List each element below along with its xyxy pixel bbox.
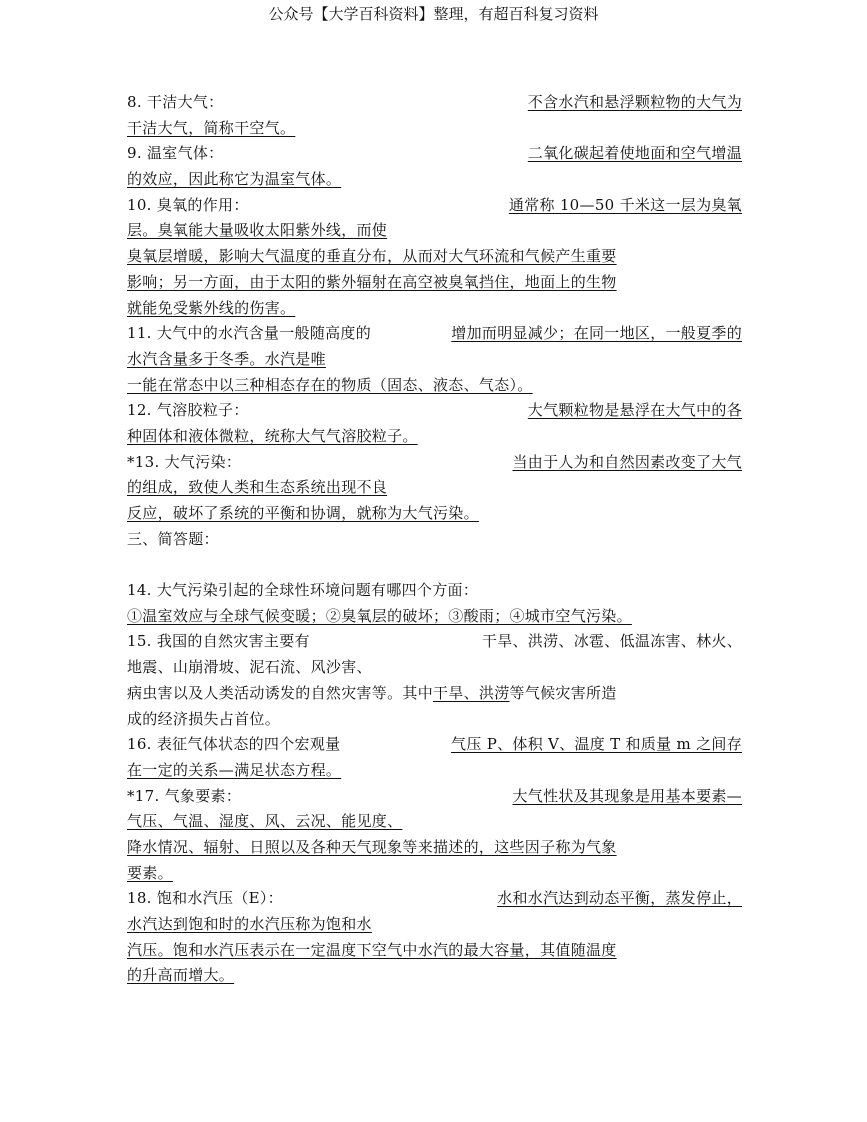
answer-line <box>127 374 742 400</box>
answer-line <box>127 271 742 297</box>
mixed-line <box>127 682 742 708</box>
answer-line <box>127 939 742 965</box>
answer-line <box>127 425 742 451</box>
answer-text: 大气颗粒物是悬浮在大气中的各 <box>527 401 742 420</box>
document-body <box>127 91 742 990</box>
answer-text: 的升高而增大。 <box>127 966 235 985</box>
term-line <box>127 785 742 811</box>
plain-text: 三、简答题： <box>127 529 219 548</box>
plain-text: 成的经济损失占首位。 <box>127 709 281 728</box>
answer-text: 当由于人为和自然因素改变了大气 <box>512 452 742 471</box>
term-line <box>127 630 742 656</box>
term-label: *17. 气象要素： <box>127 786 242 805</box>
answer-line <box>127 862 742 888</box>
answer-text: 气压 P、体积 V、温度 T 和质量 m 之间存 <box>451 735 742 754</box>
term-label: 11. 大气中的水汽含量一般随高度的 <box>127 324 372 343</box>
answer-text: 一能在常态中以三种相态存在的物质（固态、液态、气态）。 <box>127 375 533 394</box>
plain-text: 14. 大气污染引起的全球性环境问题有哪四个方面： <box>127 581 479 600</box>
answer-line <box>127 502 742 528</box>
answer-text: ①温室效应与全球气候变暖；②臭氧层的破坏；③酸雨；④城市空气污染。 <box>127 606 632 625</box>
answer-line <box>127 297 742 323</box>
text-line <box>127 528 742 554</box>
answer-text: 不含水汽和悬浮颗粒物的大气为 <box>527 93 742 111</box>
term-label: 16. 表征气体状态的四个宏观量 <box>127 735 341 754</box>
term-line <box>127 194 742 220</box>
answer-text: 层。臭氧能大量吸收太阳紫外线，而使 <box>127 221 388 240</box>
answer-text: 影响；另一方面，由于太阳的紫外辐射在高空被臭氧挡住，地面上的生物 <box>127 272 617 291</box>
answer-line <box>127 168 742 194</box>
term-line <box>127 733 742 759</box>
answer-line <box>127 245 742 271</box>
answer-line <box>127 913 742 939</box>
answer-line <box>127 964 742 990</box>
page-header: 公众号【大学百科资料】整理，有超百科复习资料 <box>268 5 599 23</box>
plain-text: 等气候灾害所造 <box>509 683 617 702</box>
answer-text: 增加而明显减少；在同一地区，一般夏季的 <box>451 324 742 343</box>
answer-text: 就能免受紫外线的伤害。 <box>127 298 296 317</box>
answer-text: 要素。 <box>127 863 173 882</box>
answer-text: 水汽含量多于冬季。水汽是唯 <box>127 349 326 368</box>
answer-text: 干旱、洪涝 <box>433 683 510 702</box>
term-line <box>127 887 742 913</box>
term-label: 10. 臭氧的作用： <box>127 195 249 214</box>
answer-text: 大气性状及其现象是用基本要素— <box>512 786 742 805</box>
text-line <box>127 656 742 682</box>
answer-text: 的效应，因此称它为温室气体。 <box>127 170 342 189</box>
answer-line <box>127 219 742 245</box>
term-label: 18. 饱和水汽压（E）： <box>127 889 283 908</box>
term-label: 12. 气溶胶粒子： <box>127 401 249 420</box>
answer-text: 反应，破坏了系统的平衡和协调，就称为大气污染。 <box>127 504 479 522</box>
answer-line <box>127 605 742 631</box>
answer-text: 水汽达到饱和时的水汽压称为饱和水 <box>127 915 372 933</box>
term-label: 9. 温室气体： <box>127 144 224 163</box>
answer-text: 种固体和液体微粒，统称大气气溶胶粒子。 <box>127 426 418 445</box>
plain-text: 病虫害以及人类活动诱发的自然灾害等。其中 <box>127 683 434 702</box>
answer-text: 臭氧层增暖，影响大气温度的垂直分布，从而对大气环流和气候产生重要 <box>127 247 617 266</box>
term-label: 15. 我国的自然灾害主要有 <box>127 632 310 651</box>
answer-text: 干洁大气，简称干空气。 <box>127 118 296 137</box>
term-line <box>127 399 742 425</box>
answer-line <box>127 117 742 143</box>
answer-line <box>127 759 742 785</box>
answer-text: 二氧化碳起着使地面和空气增温 <box>527 144 742 163</box>
answer-line <box>127 348 742 374</box>
term-line <box>127 142 742 168</box>
term-line <box>127 451 742 477</box>
answer-text: 在一定的关系—满足状态方程。 <box>127 760 342 779</box>
answer-text: 降水情况、辐射、日照以及各种天气现象等来描述的，这些因子称为气象 <box>127 837 617 856</box>
blank-line <box>127 553 742 579</box>
answer-text: 汽压。饱和水汽压表示在一定温度下空气中水汽的最大容量，其值随温度 <box>127 940 617 959</box>
term-label: 8. 干洁大气： <box>127 93 224 111</box>
term-line <box>127 322 742 348</box>
term-line <box>127 91 742 117</box>
answer-line <box>127 476 742 502</box>
answer-plain-text: 干旱、洪涝、冰雹、低温冻害、林火、 <box>481 632 742 651</box>
text-line <box>127 579 742 605</box>
answer-line <box>127 810 742 836</box>
answer-text: 的组成，致使人类和生态系统出现不良 <box>127 478 388 497</box>
answer-text: 水和水汽达到动态平衡，蒸发停止， <box>497 889 742 908</box>
text-line <box>127 708 742 734</box>
term-label: *13. 大气污染： <box>127 452 242 471</box>
plain-text: 地震、山崩滑坡、泥石流、风沙害、 <box>127 658 372 677</box>
answer-line <box>127 836 742 862</box>
answer-text: 通常称 10—50 千米这一层为臭氧 <box>508 195 742 214</box>
answer-text: 气压、气温、湿度、风、云况、能见度、 <box>127 812 403 831</box>
